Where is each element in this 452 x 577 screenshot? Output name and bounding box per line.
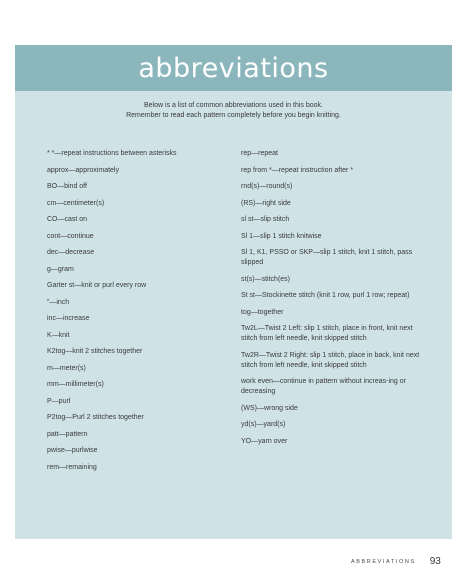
abbreviation-entry: ”—inch: [47, 298, 70, 306]
abbreviation-entry: rnd(s)—round(s): [241, 183, 293, 190]
abbreviation-entry: pwise—purlwise: [47, 447, 98, 454]
abbreviation-entry: P2tog—Purl 2 stitches together: [47, 414, 144, 421]
abbreviation-entry: rem—remaining: [47, 463, 97, 471]
abbreviation-entry: K2tog—knit 2 stitches together: [47, 348, 143, 355]
abbreviation-entry: * *—repeat instructions between asterisks: [47, 150, 177, 157]
abbreviation-entry: rep—repeat: [241, 150, 278, 157]
intro-line: Below is a list of common abbreviations used in this book.: [144, 102, 323, 109]
abbreviation-entry: BO—bind off: [47, 183, 87, 190]
abbreviation-entry: rep from *—repeat instruction after *: [241, 166, 354, 174]
abbreviation-entry: Sl 1, K1, PSSO or SKP—slip 1 stitch, knit 1 stitch, pass slipped: [241, 249, 413, 266]
abbreviation-entry: YO—yarn over: [241, 437, 288, 445]
abbreviation-entry: Tw2L—Twist 2 Left: slip 1 stitch, place in front, knit next stitch from left needle, knit skipped stitch: [241, 325, 413, 342]
abbreviation-entry: Sl 1—slip 1 stitch knitwise: [241, 232, 322, 240]
abbreviation-entry: g—gram: [47, 265, 74, 273]
abbreviation-entry: St st—Stockinette stitch (knit 1 row, purl 1 row; repeat): [241, 292, 410, 299]
abbreviation-entry: (RS)—right side: [241, 199, 291, 207]
abbreviation-entry: K—knit: [47, 331, 70, 339]
abbreviation-entry: Tw2R—Twist 2 Right: slip 1 stitch, place in back, knit next stitch from left needle, knit skipped stitch: [241, 351, 420, 369]
intro-text: [15, 101, 452, 121]
abbreviation-entry: patt—pattern: [47, 430, 88, 438]
left-abbreviation-list: [47, 149, 232, 479]
intro-line: Remember to read each pattern completely before you begin knitting.: [126, 112, 341, 119]
abbreviation-entry: cont—continue: [47, 232, 94, 240]
right-abbreviation-list: [241, 149, 421, 453]
abbreviation-entry: m—meter(s): [47, 364, 86, 372]
abbreviation-entry: tog—together: [241, 308, 284, 316]
abbreviation-entry: cm—centimeter(s): [47, 199, 105, 207]
abbreviation-entry: yd(s)—yard(s): [241, 421, 286, 428]
abbreviation-entry: CO—cast on: [47, 216, 88, 223]
abbreviation-entry: mm—millimeter(s): [47, 381, 104, 388]
abbreviation-entry: Garter st—knit or purl every row: [47, 282, 147, 289]
abbreviation-entry: dec—decrease: [47, 249, 95, 256]
abbreviations-panel: [15, 45, 452, 539]
abbreviation-entry: work even—continue in pattern without increas-ing or decreasing: [241, 378, 406, 395]
page-title: abbreviations: [138, 52, 329, 84]
title-band: [15, 45, 452, 91]
page-number: 93: [429, 556, 441, 567]
abbreviation-entry: (WS)—wrong side: [241, 404, 298, 412]
page-footer: [351, 556, 441, 567]
abbreviation-entry: sl st—slip stitch: [241, 216, 290, 223]
running-footer-label: ABBREVIATIONS: [351, 558, 416, 565]
abbreviation-entry: approx—approximately: [47, 166, 119, 174]
abbreviation-entry: inc—increase: [47, 315, 90, 322]
abbreviation-entry: st(s)—stitch(es): [241, 275, 290, 283]
abbreviation-entry: P—purl: [47, 397, 71, 405]
